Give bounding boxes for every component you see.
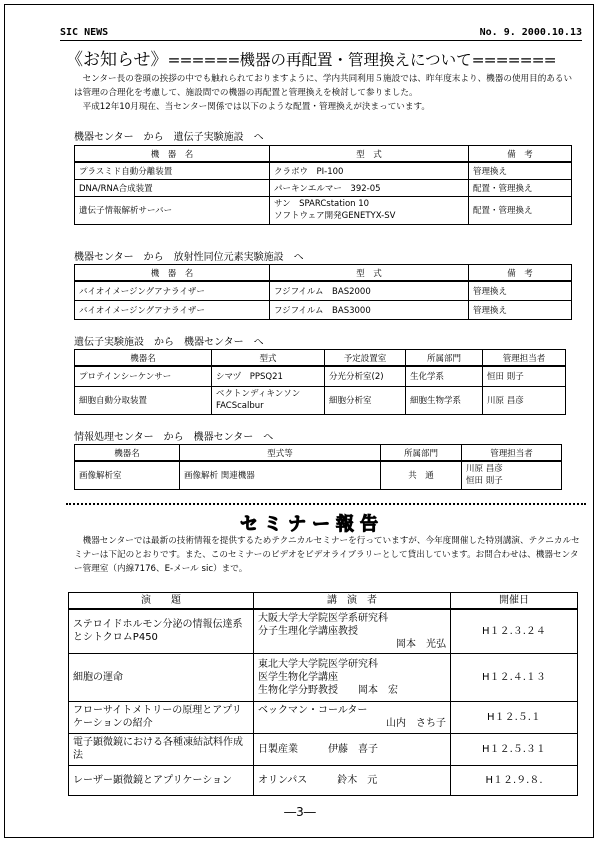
- cell-name: DNA/RNA合成装置: [75, 179, 270, 196]
- cell-speaker-line-1: 大阪大学大学院医学系研究科: [258, 612, 388, 624]
- cell-model: パーキンエルマー 392-05: [270, 179, 469, 196]
- cell-speaker: 日製産業 伊藤 喜子: [254, 733, 451, 765]
- cell-model-line-1: サン SPARCstation 10: [274, 199, 370, 209]
- cell-topic: レーザー顕微鏡とアプリケーション: [69, 765, 254, 795]
- col-header-name: 機 器 名: [75, 146, 270, 163]
- title-subtitle: 機器の再配置・管理換えについて: [239, 51, 472, 69]
- cell-date: H１２.５.１: [451, 701, 578, 733]
- cell-note: 管理換え: [469, 281, 572, 300]
- col-header-name: 機器名: [75, 350, 212, 367]
- section-1-heading: 機器センター から 遺伝子実験施設 へ: [74, 132, 264, 143]
- table-row: [75, 196, 572, 224]
- cell-model: フジフイルム BAS2000: [270, 281, 469, 300]
- seminar-title: セミナー報告: [240, 514, 384, 535]
- seminar-intro-text: 機器センターでは最新の技術情報を提供するためテクニカルセミナーを行っていますが、今年度開催した特別講演、テクニカルセミナーは下記のとおりです。また、このセミナーのビデオをビデオライブラリーとして貸出しています。お問合わせは、機器センター管理室（内線7176、E-メール sic）まで。: [74, 536, 580, 574]
- cell-person-line-2: 恒田 則子: [466, 476, 503, 487]
- cell-note: 配置・管理換え: [469, 179, 572, 196]
- cell-model: クラボウ PI-100: [270, 162, 469, 179]
- cell-speaker-line-2: 分子生理化学講座教授: [258, 625, 358, 637]
- table-row: [69, 733, 578, 765]
- cell-speaker: [254, 653, 451, 701]
- title-rule-left: ======: [167, 51, 240, 69]
- cell-speaker: [254, 609, 451, 653]
- cell-model: [212, 386, 325, 414]
- cell-room: 分光分析室(2): [325, 366, 406, 386]
- cell-date: H１２.４.１３: [451, 653, 578, 701]
- cell-person: 恒田 則子: [483, 366, 566, 386]
- title-rule-right: =======: [471, 51, 556, 69]
- col-header-model: 型 式: [270, 265, 469, 282]
- cell-model: 画像解析 関連機器: [180, 461, 381, 489]
- cell-speaker-line-2: 山内 さち子: [386, 718, 446, 729]
- col-header-model: 型式: [212, 350, 325, 367]
- title-left-bracket: 《: [66, 50, 83, 70]
- col-header-dept: 所属部門: [406, 350, 483, 367]
- table-row: [69, 701, 578, 733]
- cell-topic: ステロイドホルモン分泌の情報伝達系とシトクロムP450: [69, 609, 254, 653]
- col-header-model: 型式等: [180, 445, 381, 462]
- cell-model: シマヅ PPSQ21: [212, 366, 325, 386]
- cell-speaker-line-3: 生物化学分野教授 岡本 宏: [258, 684, 398, 696]
- cell-note: 配置・管理換え: [469, 196, 572, 224]
- section-2-table: [74, 264, 572, 320]
- cell-name: 細胞自動分取装置: [75, 386, 212, 414]
- section-4-table: [74, 444, 562, 490]
- col-header-speaker: 講 演 者: [254, 593, 451, 610]
- cell-date: H１２.３.２４: [451, 609, 578, 653]
- cell-date: H１２.５.３１: [451, 733, 578, 765]
- table-row: [69, 765, 578, 795]
- cell-topic: フローサイトメトリーの原理とアプリケーションの紹介: [69, 701, 254, 733]
- header-rule: [60, 40, 582, 41]
- table-row: [75, 461, 562, 489]
- intro-text: [74, 72, 574, 114]
- header-bar: [60, 27, 582, 41]
- title-right-bracket: 》: [150, 50, 168, 70]
- cell-model-line-1: ベクトンディキンソン: [216, 389, 301, 399]
- table-row: [69, 609, 578, 653]
- col-header-name: 機器名: [75, 445, 180, 462]
- seminar-intro: [74, 534, 582, 576]
- section-1-table: [74, 145, 572, 225]
- cell-speaker-line-1: ベックマン・コールター: [258, 705, 368, 716]
- cell-person: [462, 461, 562, 489]
- col-header-model: 型 式: [270, 146, 469, 163]
- cell-dept: 生化学系: [406, 366, 483, 386]
- cell-speaker: [254, 701, 451, 733]
- section-divider: [66, 503, 586, 505]
- cell-speaker: オリンパス 鈴木 元: [254, 765, 451, 795]
- issue-number: No. 9. 2000.10.13: [479, 27, 582, 38]
- cell-dept: 共 通: [381, 461, 462, 489]
- cell-note: 管理換え: [469, 300, 572, 319]
- col-header-topic: 演 題: [69, 593, 254, 610]
- page-number: ―3―: [284, 805, 316, 819]
- cell-model: [270, 196, 469, 224]
- table-header-row: [75, 265, 572, 282]
- col-header-note: 備 考: [469, 146, 572, 163]
- table-row: [75, 386, 566, 414]
- col-header-name: 機 器 名: [75, 265, 270, 282]
- cell-name: バイオイメージングアナライザー: [75, 300, 270, 319]
- title-main: お知らせ: [83, 50, 151, 70]
- section-2-heading: 機器センター から 放射性同位元素実験施設 へ: [74, 252, 304, 263]
- table-row: [75, 179, 572, 196]
- cell-topic: 電子顕微鏡における各種凍結試料作成法: [69, 733, 254, 765]
- cell-dept: 細胞生物学系: [406, 386, 483, 414]
- cell-model: フジフイルム BAS3000: [270, 300, 469, 319]
- cell-date: H１２.９.８.: [451, 765, 578, 795]
- table-row: [75, 281, 572, 300]
- section-3-table: [74, 349, 566, 415]
- table-header-row: [75, 146, 572, 163]
- col-header-person: 管理担当者: [462, 445, 562, 462]
- col-header-room: 予定設置室: [325, 350, 406, 367]
- table-row: [75, 162, 572, 179]
- newsletter-name: SIC NEWS: [60, 27, 109, 38]
- cell-person-line-1: 川原 昌彦: [466, 464, 503, 475]
- seminar-table: [68, 592, 578, 796]
- table-header-row: [69, 593, 578, 610]
- cell-name: プロテインシーケンサー: [75, 366, 212, 386]
- cell-name: プラスミド自動分離装置: [75, 162, 270, 179]
- intro-paragraph-2: 平成12年10月現在、当センター関係では以下のような配置・管理換えが決まっています。: [82, 102, 430, 112]
- cell-speaker-line-2: 医学生物化学講座: [258, 671, 338, 683]
- cell-room: 細胞分析室: [325, 386, 406, 414]
- cell-topic: 細胞の運命: [69, 653, 254, 701]
- col-header-dept: 所属部門: [381, 445, 462, 462]
- table-row: [75, 300, 572, 319]
- cell-note: 管理換え: [469, 162, 572, 179]
- table-header-row: [75, 445, 562, 462]
- page-title: [66, 45, 556, 70]
- table-row: [75, 366, 566, 386]
- section-4-heading: 情報処理センター から 機器センター へ: [74, 432, 274, 443]
- cell-name: 画像解析室: [75, 461, 180, 489]
- cell-name: 遺伝子情報解析サーバー: [75, 196, 270, 224]
- cell-model-line-2: ソフトウェア開発GENETYX-SV: [274, 211, 396, 221]
- table-row: [69, 653, 578, 701]
- cell-model-line-2: FACScalbur: [216, 401, 264, 411]
- cell-speaker-line-1: 東北大学大学院医学研究科: [258, 658, 378, 670]
- cell-person: 川原 昌彦: [483, 386, 566, 414]
- cell-speaker-line-3: 岡本 光弘: [396, 638, 446, 650]
- section-3-heading: 遺伝子実験施設 から 機器センター へ: [74, 337, 264, 348]
- col-header-date: 開催日: [451, 593, 578, 610]
- col-header-person: 管理担当者: [483, 350, 566, 367]
- cell-name: バイオイメージングアナライザー: [75, 281, 270, 300]
- intro-paragraph-1: センター長の巻頭の挨拶の中でも触れられておりますように、学内共同利用５施設では、昨年度末より、機器の使用目的あるいは管理の合理化を考慮して、施設間での機器の再配置と管理換えを検討して参りました。: [74, 74, 573, 98]
- col-header-note: 備 考: [469, 265, 572, 282]
- table-header-row: [75, 350, 566, 367]
